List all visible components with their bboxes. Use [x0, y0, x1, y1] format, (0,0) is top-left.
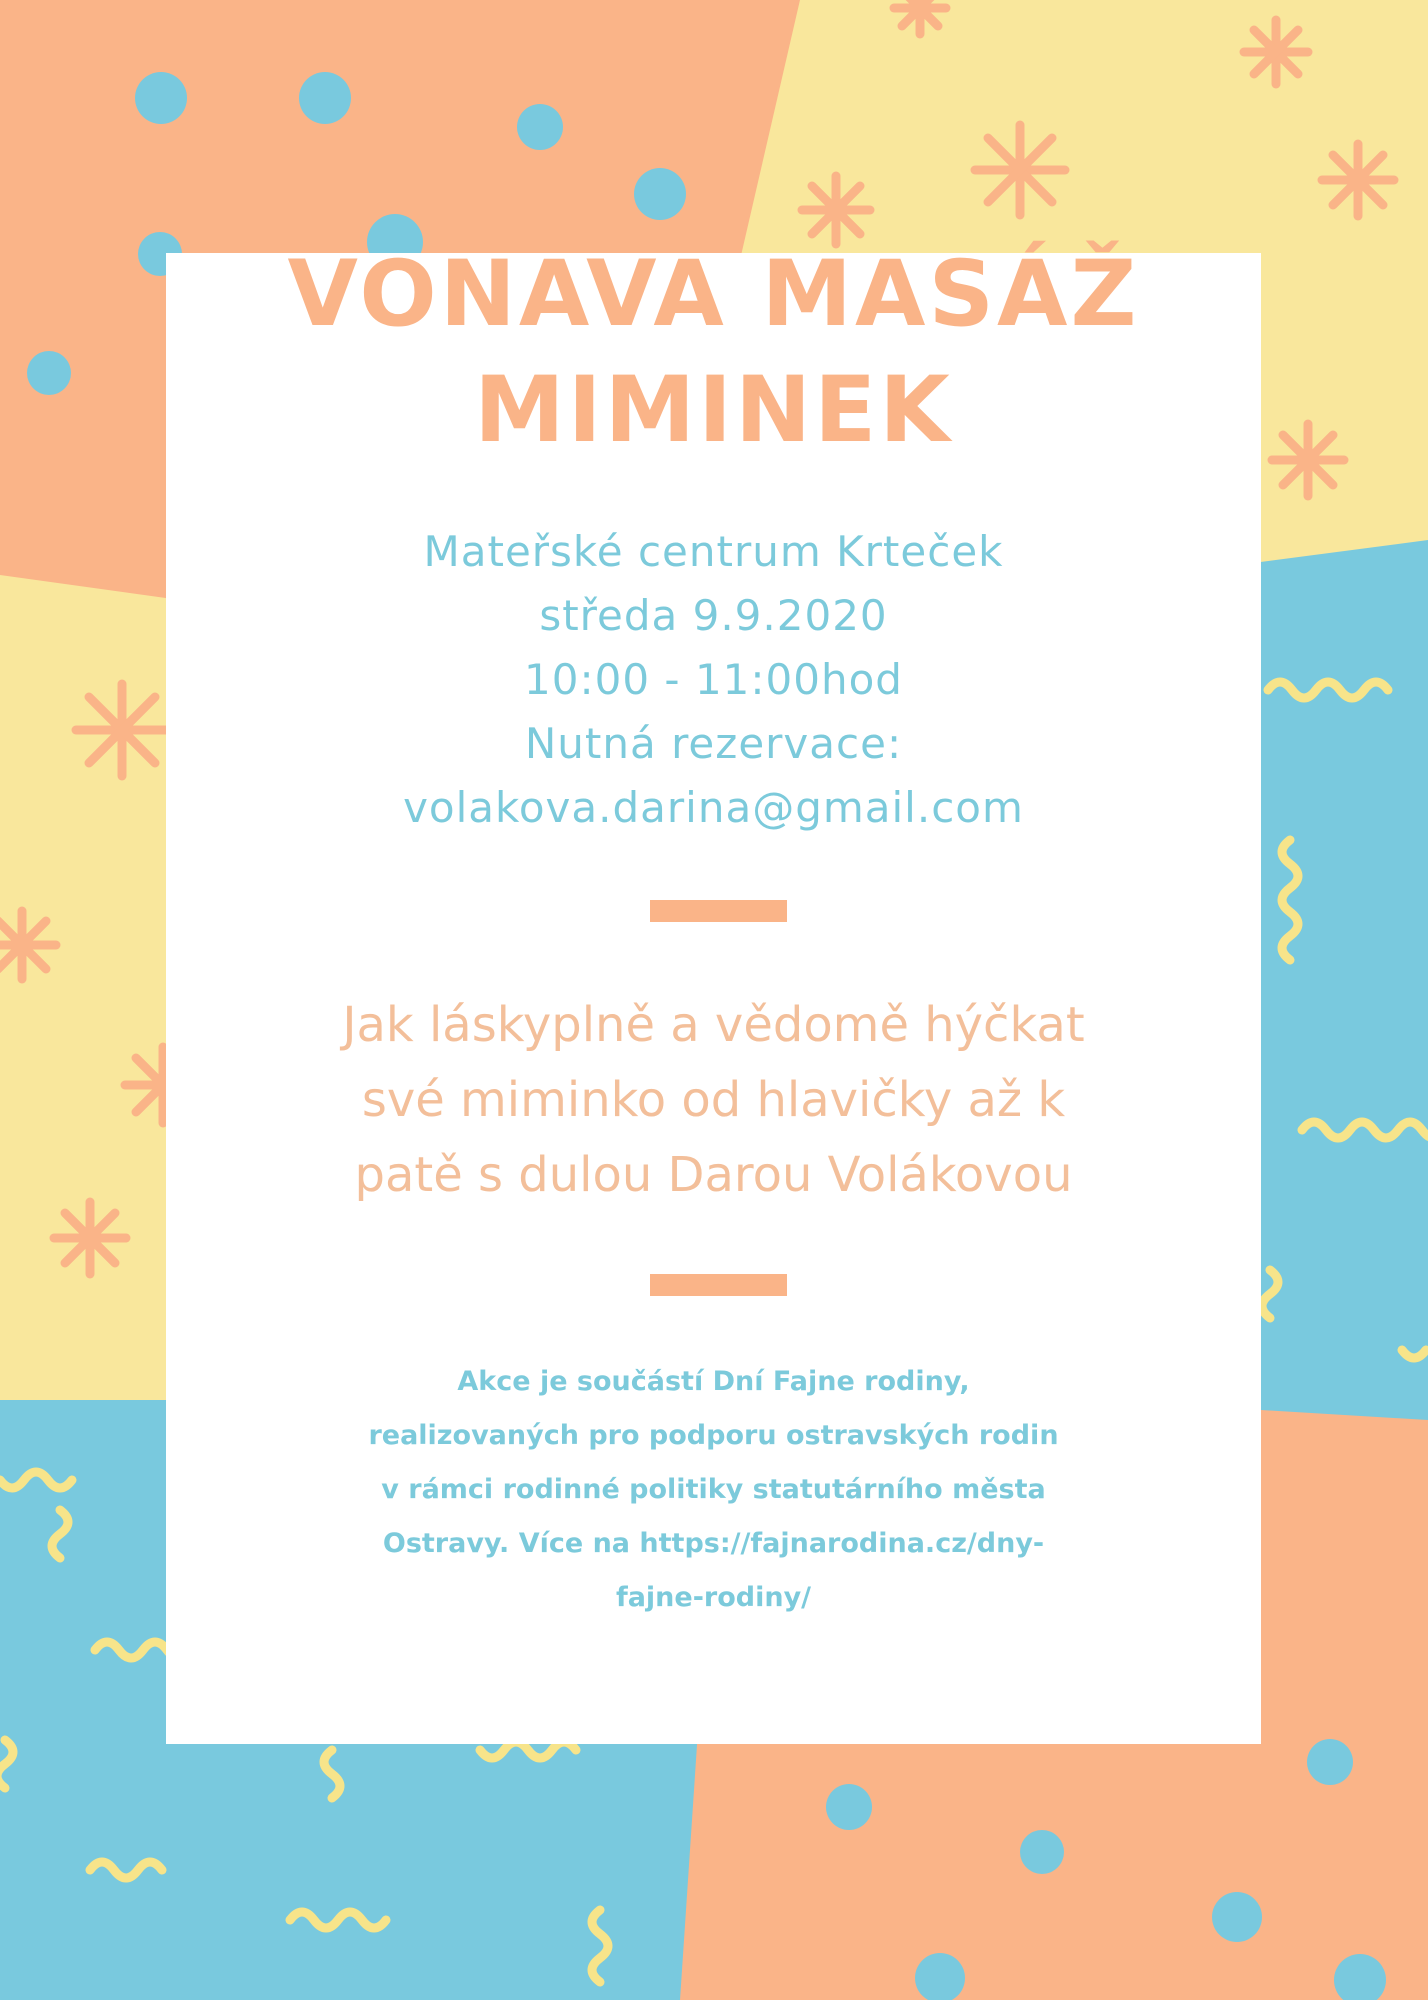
reservation-label: Nutná rezervace: [524, 719, 903, 768]
title-line-1: VOŇAVÁ MASÁŽ [287, 242, 1140, 347]
event-description [166, 988, 1261, 1213]
date-text: středa 9.9.2020 [539, 591, 888, 640]
description-line-1: Jak láskyplně a vědomě hýčkat [342, 997, 1085, 1053]
time-text: 10:00 - 11:00hod [524, 655, 903, 704]
divider-bottom [650, 1274, 787, 1296]
venue-text: Mateřské centrum Krteček [423, 527, 1004, 576]
title-line-2: MIMINEK [474, 358, 953, 463]
description-line-2: své miminko od hlavičky až k [361, 1072, 1066, 1128]
event-info [166, 520, 1261, 840]
email-link[interactable]: volakova.darina@gmail.com [403, 783, 1024, 832]
footer-line-3: v rámci rodinné politiky statutárního města [381, 1474, 1046, 1505]
footer-line-5: fajne-rodiny/ [615, 1582, 812, 1613]
flyer-card [166, 242, 1261, 1744]
flyer-title [166, 242, 1261, 469]
footer-note [166, 1355, 1261, 1625]
divider-top [650, 900, 787, 922]
description-line-3: patě s dulou Darou Volákovou [354, 1147, 1073, 1203]
footer-line-4: Ostravy. Více na https://fajnarodina.cz/dny- [382, 1528, 1045, 1559]
footer-line-1: Akce je součástí Dní Fajne rodiny, [457, 1366, 970, 1397]
footer-line-2: realizovaných pro podporu ostravských rodin [368, 1420, 1059, 1451]
